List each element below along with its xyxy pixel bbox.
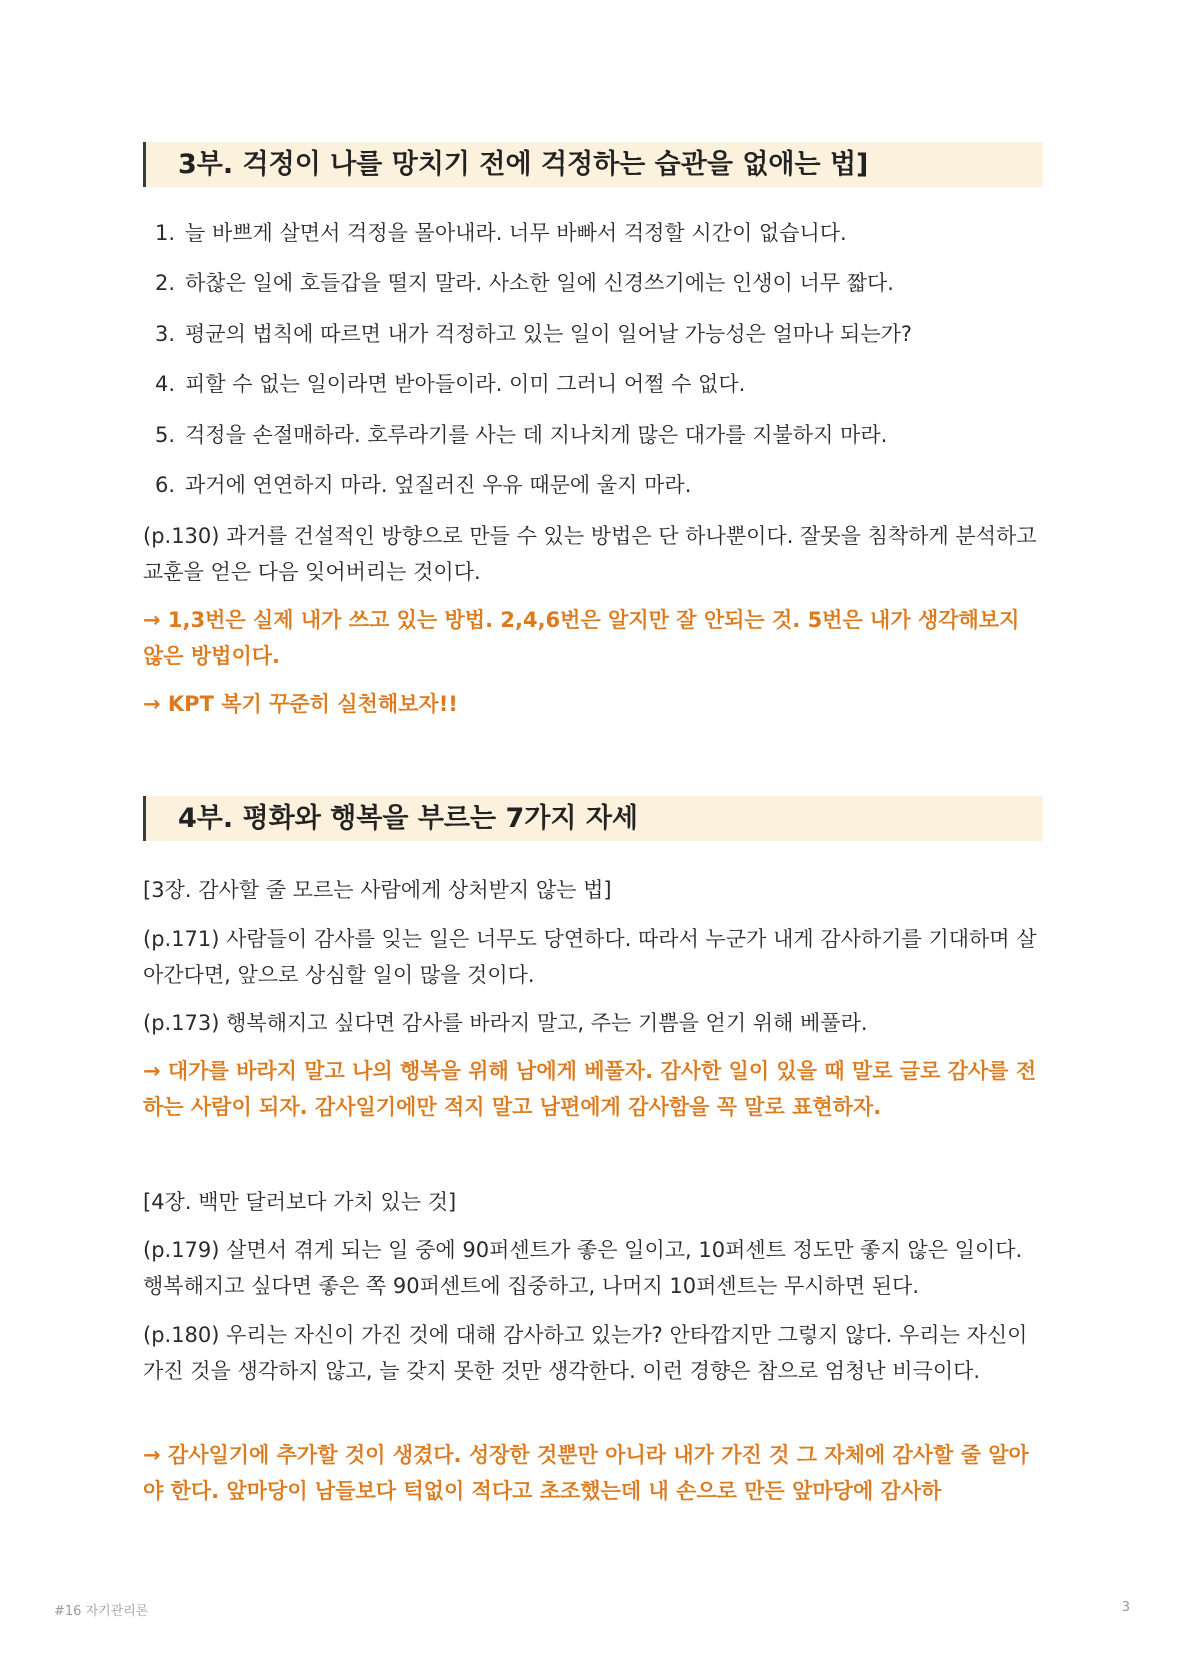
quote-p130: (p.130) 과거를 건설적인 방향으로 만들 수 있는 방법은 단 하나뿐이다. 잘못을 침착하게 분석하고 교훈을 얻은 다음 잊어버리는 것이다. — [143, 524, 1037, 584]
section-3-header — [143, 142, 1043, 187]
chapter-3-heading: [3장. 감사할 줄 모르는 사람에게 상처받지 않는 법] — [143, 878, 612, 902]
section-3-title: 3부. 걱정이 나를 망치기 전에 걱정하는 습관을 없애는 법] — [178, 149, 869, 180]
list-number: 5. — [155, 422, 176, 447]
list-item-text: 피할 수 없는 일이라면 받아들이라. 이미 그러니 어쩔 수 없다. — [185, 372, 746, 397]
quote-p173: (p.173) 행복해지고 싶다면 감사를 바라지 말고, 주는 기쁨을 얻기 위해 베풀라. — [143, 1011, 868, 1035]
note-4: → 감사일기에 추가할 것이 생겼다. 성장한 것뿐만 아니라 내가 가진 것 그 자체에 감사할 줄 알아야 한다. 앞마당이 남들보다 턱없이 적다고 초조했는데 내 손으로 만든 앞마당에 감사하 — [143, 1443, 1029, 1503]
note-3: → 대가를 바라지 말고 나의 행복을 위해 남에게 베풀자. 감사한 일이 있을 때 말로 글로 감사를 전하는 사람이 되자. 감사일기에만 적지 말고 남편에게 감사함을 꼭 말로 표현하자. — [143, 1059, 1037, 1119]
list-number: 6. — [155, 472, 176, 497]
list-item-text: 걱정을 손절매하라. 호루라기를 사는 데 지나치게 많은 대가를 지불하지 마라. — [185, 422, 888, 447]
list-item — [155, 309, 1035, 359]
list-item-text: 평균의 법칙에 따르면 내가 걱정하고 있는 일이 일어날 가능성은 얼마나 되는가? — [185, 321, 913, 346]
list-item — [155, 460, 1035, 510]
list-number: 3. — [155, 321, 176, 346]
section-3-list — [155, 208, 1035, 510]
list-item — [155, 208, 1035, 258]
quote-p180: (p.180) 우리는 자신이 가진 것에 대해 감사하고 있는가? 안타깝지만 그렇지 않다. 우리는 자신이 가진 것을 생각하지 않고, 늘 갖지 못한 것만 생각한다. 이런 경향은 참으로 엄청난 비극이다. — [143, 1323, 1028, 1383]
list-item-text: 늘 바쁘게 살면서 걱정을 몰아내라. 너무 바빠서 걱정할 시간이 없습니다. — [185, 221, 847, 245]
list-item — [155, 258, 1035, 308]
footer-page-number: 3 — [1121, 1600, 1130, 1615]
list-item — [155, 359, 1035, 409]
list-item — [155, 410, 1035, 460]
note-1: → 1,3번은 실제 내가 쓰고 있는 방법. 2,4,6번은 알지만 잘 안되는 것. 5번은 내가 생각해보지 않은 방법이다. — [143, 608, 1020, 668]
chapter-4-heading: [4장. 백만 달러보다 가치 있는 것] — [143, 1190, 457, 1214]
section-4-title: 4부. 평화와 행복을 부르는 7가지 자세 — [178, 803, 638, 834]
list-number: 1. — [155, 221, 176, 245]
note-2: → KPT 복기 꾸준히 실천해보자!! — [143, 692, 458, 716]
list-item-text: 과거에 연연하지 마라. 엎질러진 우유 때문에 울지 마라. — [185, 472, 692, 497]
list-number: 2. — [155, 271, 176, 296]
list-number: 4. — [155, 372, 176, 397]
quote-p179: (p.179) 살면서 겪게 되는 일 중에 90퍼센트가 좋은 일이고, 10퍼센트 정도만 좋지 않은 일이다. 행복해지고 싶다면 좋은 쪽 90퍼센트에 집중하고, 나머지 10퍼센트는 무시하면 된다. — [143, 1238, 1023, 1298]
list-item-text: 하찮은 일에 호들갑을 떨지 말라. 사소한 일에 신경쓰기에는 인생이 너무 짧다. — [185, 271, 894, 296]
quote-p171: (p.171) 사람들이 감사를 잊는 일은 너무도 당연하다. 따라서 누군가 내게 감사하기를 기대하며 살아간다면, 앞으로 상심할 일이 많을 것이다. — [143, 927, 1037, 987]
section-4-header — [143, 796, 1043, 841]
footer-document-title: #16 자기관리론 — [54, 1604, 149, 1619]
